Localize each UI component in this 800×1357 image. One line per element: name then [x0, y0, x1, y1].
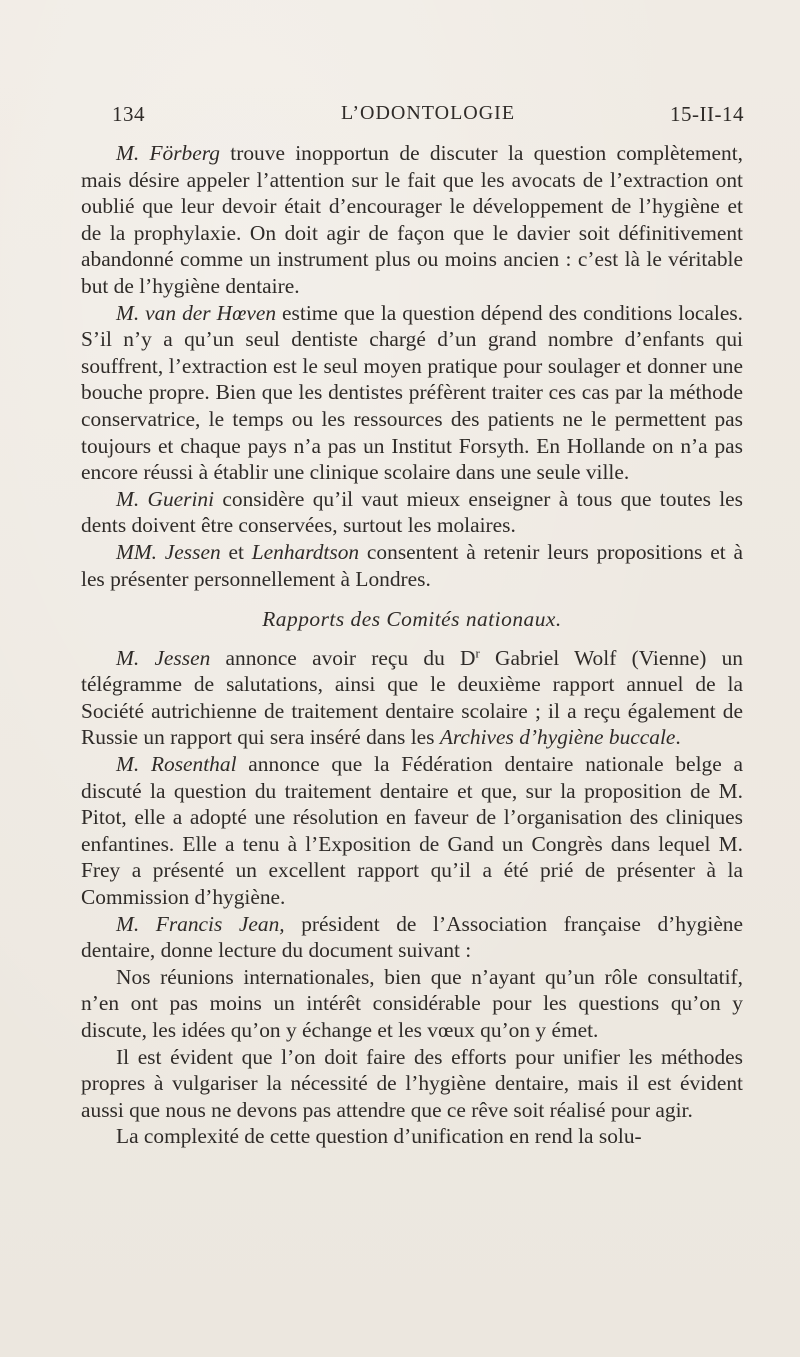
speaker-name: Lenhardtson — [251, 539, 360, 564]
paragraph-text: estime que la question dépend des conditions locales. S’il n’y a qu’un seul dentiste chargé d’un grand nombre d’enfants qui souffrent, l’extraction est le seul moyen pratique pour soulager et donner une bouche propre. Bien que les dentistes préfèrent traiter ces cas par la méthode conservatrice, le temps ou les ressources des patients ne le permettent pas toujours et chaque pays n’a pas un Institut Forsyth. En Hollande on n’a pas encore réussi à établir une clinique scolaire dans une seule ville. — [81, 300, 743, 485]
paragraph-francis-jean — [81, 911, 743, 964]
page-header — [112, 102, 744, 130]
paragraph-jessen-lenhardtson — [81, 539, 743, 592]
paragraph-text: Nos réunions internationales, bien que n’ayant qu’un rôle consultatif, n’en ont pas moins un intérêt considérable pour les questions qu’on y discute, les idées qu’on y échange et les vœux qu’on y émet. — [81, 964, 743, 1042]
speaker-name: M. Rosenthal — [116, 752, 237, 777]
paragraph-text: président de l’Association française d’hygiène dentaire, donne lecture du document suivant : — [81, 911, 743, 963]
page-number: 134 — [112, 102, 145, 126]
speaker-name: MM. Jessen — [116, 539, 221, 564]
speaker-name: M. Jessen — [116, 645, 211, 670]
joiner-text: et — [220, 539, 252, 564]
paragraph-jessen — [81, 645, 743, 751]
speaker-name: M. van der Hœven — [116, 300, 277, 325]
paragraph-text: La complexité de cette question d’unification en rend la solu- — [116, 1124, 642, 1149]
journal-title: Archives d’hygiène buccale — [439, 725, 676, 750]
paragraph-text: Gabriel Wolf (Vienne) un télégramme de salutations, ainsi que le deuxième rapport annuel de la Société autrichienne de traitement dentaire scolaire ; il a reçu également de Russie un rapport qui sera inséré dans les — [81, 645, 743, 750]
speaker-name: M. Francis Jean, — [116, 911, 285, 936]
paragraph-forberg — [81, 140, 743, 300]
paragraph-guerini — [81, 486, 743, 539]
running-title: L’ODONTOLOGIE — [340, 102, 516, 124]
speaker-name: M. Guerini — [116, 486, 215, 511]
paragraph-text: Il est évident que l’on doit faire des efforts pour unifier les méthodes propres à vulgariser la nécessité de l’hygiène dentaire, mais il est évident aussi que nous ne devons pas attendre que ce rêve soit réalisé pour agir. — [81, 1044, 743, 1122]
paragraph-text: trouve inopportun de discuter la question complètement, mais désire appeler l’attention sur le fait que les avocats de l’extraction ont oublié que leur devoir était d’encourager le développement de l’hygiène et de la prophylaxie. On doit agir de façon que le davier soit définitivement abandonné comme un instrument plus ou moins ancien : c’est là le véritable but de l’hygiène dentaire. — [81, 141, 743, 298]
body-text — [81, 140, 743, 1150]
superscript: r — [475, 645, 480, 660]
paragraph-text: considère qu’il vaut mieux enseigner à tous que toutes les dents doivent être conservées, surtout les molaires. — [81, 486, 744, 538]
paragraph-rosenthal — [81, 751, 743, 911]
paragraph-text: annonce que la Fédération dentaire nationale belge a discuté la question du traitement dentaire et que, sur la proposition de M. Pitot, elle a adopté une résolution en faveur de l’organisation des cliniques enfantines. Elle a tenu à l’Exposition de Gand un Congrès dans lequel M. Frey a présenté un excellent rapport qu’il a été prié de présenter à la Commission d’hygiène. — [81, 752, 743, 910]
section-title: Rapports des Comités nationaux. — [262, 607, 562, 632]
issue-date: 15-II-14 — [670, 102, 744, 126]
paragraph-end: . — [675, 725, 681, 750]
paragraph-van-der-hoeven — [81, 300, 743, 486]
paragraph-text: annonce avoir reçu du D — [210, 645, 476, 670]
paragraph-text: consentent à retenir leurs propositions et à les présenter personnellement à Londres. — [81, 539, 743, 591]
speaker-name: M. Förberg — [116, 141, 220, 165]
